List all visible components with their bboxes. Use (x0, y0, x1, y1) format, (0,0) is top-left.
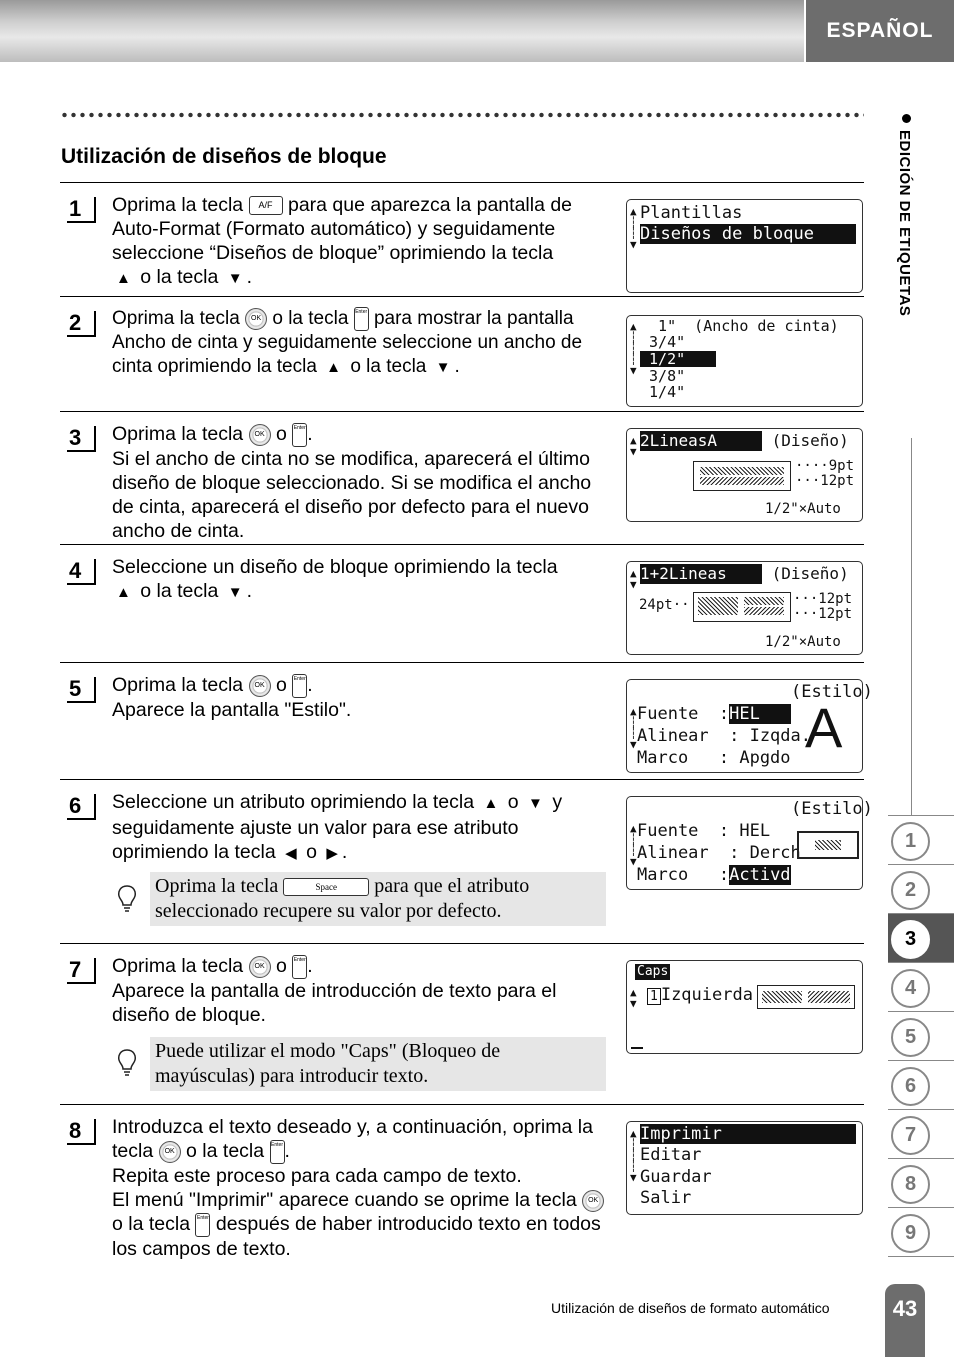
lcd-line (640, 431, 849, 451)
step-number: 8 (67, 1119, 96, 1145)
lcd-line: ····9pt (795, 458, 855, 474)
chapter-number: 1 (891, 822, 930, 861)
down-arrow-icon: ▼ (435, 359, 451, 377)
chapter-tab[interactable] (888, 962, 954, 1011)
text: Oprima la tecla (112, 194, 244, 216)
chapter-number: 4 (891, 969, 930, 1008)
lcd-selected: 2LineasA (640, 431, 762, 451)
text: Seleccione un diseño de bloque oprimiendo la tecla (112, 556, 558, 578)
pattern (698, 597, 738, 615)
lcd-text: Izquierda (660, 985, 753, 1005)
down-arrow-icon: ▼ (528, 795, 543, 812)
dotted-divider (60, 112, 864, 118)
tip-bulb-icon (116, 884, 138, 914)
step-text (112, 954, 610, 1027)
header-banner (0, 0, 804, 62)
step-text (112, 193, 610, 291)
lcd-screen (626, 679, 873, 773)
lcd-text: Fuente : (637, 704, 730, 724)
field-number: 1 (647, 988, 661, 1005)
auto-format-key-icon: A/F (249, 196, 283, 215)
up-arrow-icon: ▲ (116, 584, 131, 601)
point-size: 12pt (820, 473, 855, 489)
bullet-icon (902, 114, 911, 123)
text: o (275, 674, 287, 696)
scroll-arrows-icon: ▲ ▼ (630, 567, 637, 591)
text: . (307, 674, 313, 696)
enter-key-icon: Enter (270, 1140, 285, 1164)
text: o (275, 955, 287, 977)
lcd-footer: 1/2"×Auto (765, 634, 841, 650)
text: . (246, 580, 253, 602)
enter-key-icon: Enter (195, 1213, 210, 1237)
chapter-tab[interactable] (888, 1011, 954, 1060)
text: o la tecla (140, 266, 219, 288)
pattern (762, 991, 802, 1003)
chapter-tab[interactable] (888, 1158, 954, 1207)
lcd-line (647, 985, 753, 1007)
pattern (700, 477, 784, 485)
step-number: 3 (67, 426, 96, 452)
text: Oprima la tecla (112, 674, 244, 696)
pattern (815, 840, 841, 850)
tip-note (150, 872, 606, 926)
text: o la tecla (272, 308, 349, 330)
enter-key-icon: Enter (292, 674, 307, 698)
text: . (307, 955, 313, 977)
lcd-line: 24pt·· (639, 597, 690, 613)
chapter-tab[interactable] (888, 1109, 954, 1158)
down-arrow-icon: ▼ (227, 270, 243, 287)
text: o (306, 841, 317, 863)
step-2 (60, 296, 864, 412)
chapter-tab[interactable] (888, 1207, 954, 1257)
frame-preview (797, 831, 859, 859)
enter-key-icon: Enter (292, 955, 307, 979)
text: después de haber introducido texto en todos los campos de texto. (112, 1212, 601, 1260)
lcd-screen (626, 1121, 863, 1215)
step-4 (60, 544, 864, 663)
lcd-line: ···12pt (793, 606, 853, 622)
scroll-arrows-icon: ▲ ┆ ┆ ▼ (630, 705, 637, 751)
point-size: 9pt (828, 458, 855, 474)
chapter-number: 5 (891, 1018, 930, 1057)
text: o (507, 791, 519, 813)
point-size: 12pt (818, 591, 853, 607)
ok-key-icon: OK (249, 424, 271, 446)
chapter-tab[interactable] (888, 864, 954, 913)
pattern (700, 467, 784, 475)
lcd-line: Marco : Apgdo (637, 748, 791, 768)
chapter-number: 3 (891, 920, 930, 959)
chapter-tabs (888, 815, 954, 1257)
lcd-line-selected: 1/2" (640, 351, 716, 367)
ok-key-icon: OK (249, 675, 271, 697)
text: . (284, 1140, 290, 1162)
lcd-line: Salir (640, 1188, 692, 1208)
ok-key-icon: OK (582, 1190, 604, 1212)
lcd-line (640, 564, 849, 584)
lcd-screen (626, 428, 863, 522)
text: . (454, 356, 460, 378)
lcd-title: (Estilo) (791, 682, 873, 702)
step-6 (60, 779, 873, 944)
section-title: Utilización de diseños de bloque (61, 145, 387, 168)
step-text (112, 555, 610, 605)
lcd-text: (Diseño) (762, 431, 849, 450)
text: El menú "Imprimir" aparece cuando se oprime la tecla (112, 1188, 577, 1211)
lcd-line: Guardar (640, 1167, 712, 1187)
chapter-tab-active[interactable] (888, 913, 954, 962)
text: o la tecla (350, 356, 427, 378)
text: Introduzca el texto deseado y, a continuación, oprima la tecla (112, 1116, 593, 1162)
text: Seleccione un atributo oprimiendo la tecla (112, 791, 475, 813)
step-text (112, 422, 610, 543)
enter-key-icon: Enter (354, 307, 369, 331)
lcd-line: 1" (Ancho de cinta) (640, 317, 839, 335)
lcd-selected: HEL (729, 704, 791, 724)
chapter-number: 7 (891, 1116, 930, 1155)
text: o la tecla (140, 580, 219, 602)
chapter-number: 8 (891, 1165, 930, 1204)
font-preview: A (805, 696, 843, 759)
scroll-arrows-icon: ▲ ┆ ┆ ┆ ▼ (630, 1127, 637, 1184)
step-text (112, 790, 610, 866)
step-number: 5 (67, 677, 96, 703)
lcd-selected: Activd (729, 865, 791, 885)
chapter-number: 2 (891, 871, 930, 910)
text: o (275, 423, 287, 445)
lcd-line: ···12pt (795, 473, 855, 489)
text: Aparece la pantalla "Estilo". (112, 698, 352, 721)
lcd-line (637, 704, 791, 724)
left-arrow-icon: ◀ (285, 845, 297, 862)
side-divider (911, 438, 912, 815)
text: Aparece la pantalla de introducción de texto para el diseño de bloque. (112, 979, 557, 1026)
chapter-number: 9 (891, 1214, 930, 1253)
lcd-screen (626, 561, 863, 655)
lcd-screen (626, 199, 863, 293)
text: Repita este proceso para cada campo de texto. (112, 1164, 522, 1187)
lcd-line-selected: Diseños de bloque (640, 224, 856, 244)
step-3 (60, 411, 864, 545)
lcd-line: 3/4" (640, 333, 686, 351)
text: para mostrar la pantalla Ancho de cinta y seguidamente seleccione un ancho de cinta oprimiendo la tecla (112, 308, 583, 378)
text: Oprima la tecla (112, 308, 240, 330)
text: o la tecla (186, 1140, 265, 1162)
lcd-line (637, 865, 791, 885)
step-text (112, 673, 610, 722)
text: para que el atributo seleccionado recupere su valor por defecto. (155, 875, 530, 922)
lcd-screen (626, 960, 863, 1054)
text: Oprima la tecla (155, 875, 279, 897)
up-arrow-icon: ▲ (116, 270, 131, 287)
tip-note: Puede utilizar el modo "Caps" (Bloqueo de mayúsculas) para introducir texto. (150, 1037, 606, 1091)
pattern (744, 597, 784, 605)
lcd-line: Fuente : HEL (637, 821, 771, 841)
lcd-line: Plantillas (640, 203, 743, 223)
step-text (112, 1115, 610, 1261)
lcd-screen (626, 315, 863, 407)
step-8 (60, 1104, 864, 1265)
chapter-tab[interactable] (888, 815, 954, 864)
step-5 (60, 662, 873, 780)
step-text (112, 307, 610, 380)
text: Oprima la tecla (112, 423, 244, 445)
lcd-line: 1/4" (640, 383, 686, 401)
caps-indicator: Caps (637, 964, 669, 979)
scroll-arrows-icon: ▲ ┆ ┆ ┆ ▼ (630, 320, 637, 377)
lcd-selected: 1+2Lineas (640, 564, 762, 584)
lcd-line: Alinear : Izqda. (637, 726, 811, 746)
enter-key-icon: Enter (292, 423, 307, 447)
layout-preview (757, 985, 855, 1009)
scroll-arrows-icon: ▲ ┆ ┆ ▼ (630, 205, 637, 251)
text: . (246, 266, 253, 288)
lcd-footer: 1/2"×Auto (765, 501, 841, 517)
scroll-arrows-icon: ▲ ▼ (630, 434, 637, 458)
step-number: 1 (67, 197, 96, 223)
lcd-line: Alinear : Derch (637, 843, 801, 863)
lcd-line-selected: Imprimir (640, 1124, 856, 1144)
step-number: 6 (67, 794, 96, 820)
text: Si el ancho de cinta no se modifica, aparecerá el último diseño de bloque seleccionado. Si se modifica el ancho de cinta, aparecerá el diseño por defecto para el nuevo ancho de cinta. (112, 447, 592, 542)
step-7 (60, 943, 864, 1105)
tip-bulb-icon (116, 1048, 138, 1078)
down-arrow-icon: ▼ (227, 584, 243, 601)
layout-preview (693, 592, 791, 622)
lcd-screen (626, 796, 873, 890)
text-cursor (631, 1047, 643, 1049)
text: Oprima la tecla (112, 955, 244, 977)
point-size: 12pt (818, 606, 853, 622)
page-number: 43 (885, 1284, 925, 1357)
text: o la tecla (112, 1212, 191, 1235)
chapter-tab[interactable] (888, 1060, 954, 1109)
text: y seguidamente ajuste un valor para ese atributo oprimiendo la tecla (112, 791, 563, 863)
pattern (744, 607, 784, 615)
step-number: 4 (67, 559, 96, 585)
step-1 (60, 182, 864, 297)
up-arrow-icon: ▲ (326, 359, 342, 377)
lcd-text: (Diseño) (762, 564, 849, 583)
ok-key-icon: OK (159, 1141, 181, 1163)
ok-key-icon: OK (249, 956, 271, 978)
scroll-arrows-icon: ▲ ▼ (630, 986, 637, 1010)
layout-preview (693, 461, 791, 491)
lcd-line: Editar (640, 1145, 702, 1165)
text: . (341, 841, 348, 863)
step-number: 2 (67, 311, 96, 337)
pattern (808, 991, 850, 1003)
footer-title: Utilización de diseños de formato automático (551, 1300, 830, 1316)
lcd-title: (Estilo) (791, 799, 873, 819)
text: para que aparezca la pantalla de Auto-Format (Formato automático) y seguidamente seleccione “Diseños de bloque” oprimiendo la tecla (112, 194, 573, 264)
right-arrow-icon: ▶ (326, 845, 338, 862)
ok-key-icon: OK (245, 308, 267, 330)
language-label: ESPAÑOL (806, 0, 954, 62)
up-arrow-icon: ▲ (483, 795, 499, 812)
lcd-line: ···12pt (793, 591, 853, 607)
lcd-text: Marco : (637, 865, 730, 885)
text: . (307, 423, 313, 445)
point-size: 24pt (639, 597, 673, 613)
space-key-icon: Space (283, 878, 369, 896)
chapter-number: 6 (891, 1067, 930, 1106)
scroll-arrows-icon: ▲ ┆ ┆ ▼ (630, 822, 637, 868)
step-number: 7 (67, 958, 96, 984)
side-tab-title: EDICIÓN DE ETIQUETAS (896, 130, 913, 317)
lcd-line: 3/8" (640, 367, 686, 385)
